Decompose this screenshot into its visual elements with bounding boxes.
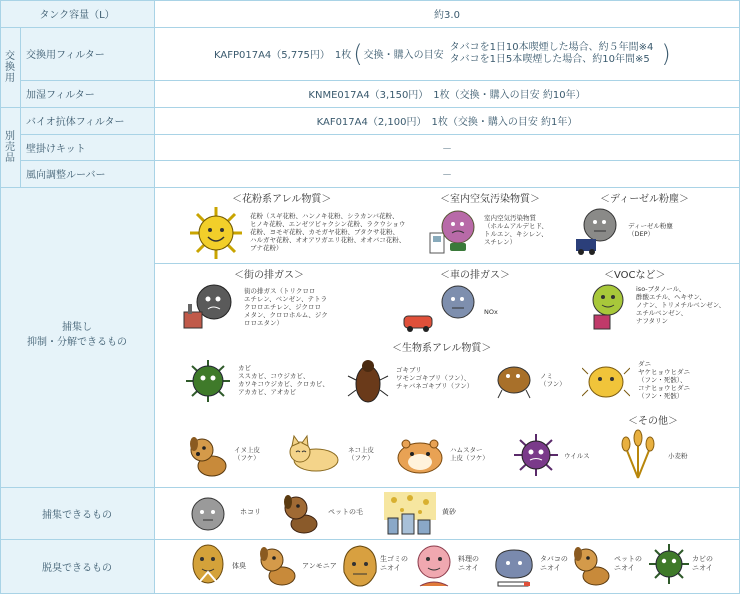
car-text: NOx [484, 308, 498, 316]
garbage-odor-text: 生ゴミの ニオイ [380, 555, 408, 572]
filter-model: KAFP017A4（5,775円） 1枚 [214, 50, 352, 61]
garbage-odor-icon [340, 542, 380, 590]
wall-label: 壁掛けキット [26, 143, 86, 155]
pollen-icon [188, 205, 244, 261]
indoor-text: 室内空気汚染物質 （ホルムアルデヒド、 トルエン、キシレン、 スチレン） [484, 214, 548, 246]
hamster-icon [394, 434, 446, 476]
flea-text: ノミ （フン） [540, 372, 566, 388]
wall-value: － [442, 143, 452, 155]
filter-value: KAFP017A4（5,775円） 1枚 ( 交換・購入の目安 タバコを1日10本喫煙した場合、約５年間※4 タバコを1日5本喫煙した場合、約10年間※5 ) [214, 39, 671, 68]
hamster-text: ハムスター 上皮（フケ） [450, 446, 489, 462]
ammonia-text: アンモニア [302, 562, 337, 570]
humid-label: 加湿フィルター [26, 90, 95, 101]
louver-value: － [442, 170, 452, 181]
cat-icon [286, 434, 346, 474]
dust-icon [184, 494, 232, 534]
tobacco-odor-icon [490, 544, 538, 588]
car-exhaust-icon [400, 284, 482, 334]
wheat-icon [616, 428, 660, 480]
diesel-dust-icon [572, 205, 622, 255]
collect-label: 捕集できるもの [42, 509, 112, 521]
tank-label: タンク容量（L） [39, 10, 115, 21]
wheat-text: 小麦粉 [668, 452, 688, 460]
mold-odor-icon [648, 542, 690, 586]
bio-label: バイオ抗体フィルター [26, 117, 125, 128]
filter-note-1: タバコを1日10本喫煙した場合、約５年間※4 [449, 41, 654, 53]
voc-heading: ＜VOCなど＞ [604, 270, 666, 281]
voc-text: iso-ブタノール、 酢酸エチル、ヘキサン、 ノナン、トリメチルベンゼン、 エチルベンゼン、 ナフタリン [636, 285, 726, 325]
street-exhaust-icon [180, 282, 240, 332]
cooking-odor-icon [412, 542, 456, 590]
diesel-text: ディーゼル粉塵 （DEP） [628, 222, 673, 238]
indoor-pollutant-icon [428, 205, 478, 257]
deodor-label: 脱臭できるもの [42, 562, 112, 574]
mold-odor-text: カビの ニオイ [692, 555, 713, 572]
virus-text: ウイルス [564, 452, 590, 460]
ammonia-icon [256, 544, 300, 588]
dust-text: ホコリ [240, 508, 261, 516]
filter-label: 交換用フィルター [26, 50, 105, 61]
street-text: 街の排ガス（トリクロロ エチレン、ベンゼン、テトラ クロロエチレン、ジクロロ メタン、クロロホルム、ジク ロロエタン） [244, 287, 328, 327]
mold-icon [184, 358, 232, 404]
voc-icon [586, 282, 630, 332]
pet-hair-text: ペットの毛 [328, 508, 363, 516]
louver-label: 風向調整ルーバー [26, 170, 106, 181]
cat-text: ネコ上皮 （フケ） [348, 446, 374, 462]
capture-label: 捕集し 抑制・分解できるもの [27, 322, 127, 348]
cockroach-text: ゴキブリ ワモンゴキブリ（フン）、 チャバネゴキブリ（フン） [396, 366, 474, 390]
pet-odor-text: ペットの ニオイ [614, 555, 642, 572]
separate-group-label: 別 売 品 [5, 130, 15, 164]
dog-icon [184, 432, 232, 478]
mold-text: カビ ススカビ、コウジカビ、 カワキコウジカビ、クロカビ、 アカカビ、アオカビ [238, 364, 329, 396]
yellow-sand-icon [384, 490, 436, 536]
pet-hair-icon [278, 490, 322, 536]
dog-text: イヌ上皮 （フケ） [234, 446, 260, 462]
diesel-heading: ＜ディーゼル粉塵＞ [600, 194, 689, 205]
mite-icon [582, 360, 630, 404]
pollen-text: 花粉（スギ花粉、ハンノキ花粉、シラカンバ花粉、 ヒノキ花粉、エンゼツビャクシン花粉、ラクウショウ 花粉、ヨモギ花粉、カモガヤ花粉、ブタクサ花粉、 ハルガヤ花粉、オオアワガエリ花粉、オオバコ花粉、 ブナ花粉） [250, 212, 406, 252]
bio-allergen-heading: ＜生物系アレル物質＞ [392, 343, 492, 354]
indoor-heading: ＜室内空気汚染物質＞ [440, 194, 540, 205]
filter-guide: 交換・購入の目安 [363, 50, 444, 61]
humid-value: KNME017A4（3,150円） 1枚（交換・購入の目安 約10年） [308, 90, 586, 101]
car-heading: ＜車の排ガス＞ [440, 270, 510, 281]
filter-note-2: タバコを1日5本喫煙した場合、約10年間※5 [449, 53, 650, 65]
other-heading: ＜その他＞ [628, 416, 678, 427]
yellow-sand-text: 黄砂 [442, 508, 456, 516]
street-heading: ＜街の排ガス＞ [234, 270, 304, 281]
bio-value: KAF017A4（2,100円） 1枚（交換・購入の目安 約1年） [316, 117, 578, 128]
replace-group-label: 交 換 用 [5, 50, 15, 84]
cockroach-icon [346, 356, 390, 406]
body-odor-text: 体臭 [232, 562, 246, 570]
pollen-heading: ＜花粉系アレル物質＞ [232, 194, 332, 205]
tank-value: 約3.0 [434, 10, 460, 21]
flea-icon [492, 360, 536, 400]
pet-odor-icon [570, 542, 614, 588]
virus-icon [512, 432, 560, 478]
mite-text: ダニ ヤケヒョウヒダニ （フン・死骸）、 コナヒョウヒダニ （フン・死骸） [638, 360, 690, 400]
tobacco-odor-text: タバコの ニオイ [540, 555, 568, 572]
cooking-odor-text: 料理の ニオイ [458, 555, 479, 572]
body-odor-icon [188, 542, 228, 592]
